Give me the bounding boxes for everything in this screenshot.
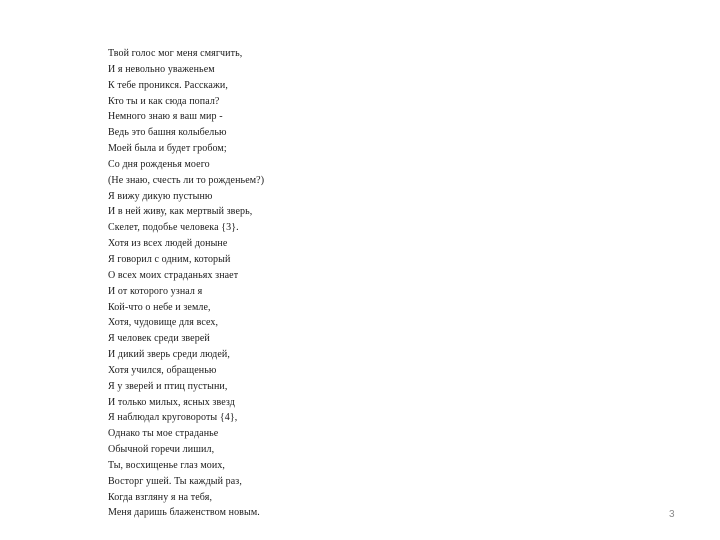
poem-line: Ведь это башня колыбелью	[108, 127, 227, 139]
page-number: 3	[669, 509, 675, 520]
poem-line: И от которого узнал я	[108, 285, 203, 297]
poem-line: Хотя, чудовище для всех,	[108, 317, 219, 329]
poem-line: Я наблюдал круговороты {4},	[108, 412, 238, 424]
poem-line: О всех моих страданьях знает	[108, 269, 239, 281]
poem-line: И только милых, ясных звезд	[108, 396, 235, 408]
poem-line: И дикий зверь среди людей,	[108, 349, 230, 361]
poem-line: Восторг ушей. Ты каждый раз,	[108, 475, 242, 487]
poem-line: Однако ты мое страданье	[108, 428, 219, 440]
poem-line: Хотя учился, обращенью	[108, 364, 217, 376]
poem-line: И в ней живу, как мертвый зверь,	[108, 206, 253, 218]
poem-line: Кто ты и как сюда попал?	[108, 95, 220, 107]
poem-line: Хотя из всех людей доныне	[108, 238, 228, 250]
poem-line: К тебе проникся. Расскажи,	[108, 79, 228, 91]
poem-line: Немного знаю я ваш мир -	[108, 111, 223, 123]
poem-line: Ты, восхищенье глаз моих,	[108, 459, 226, 471]
poem-line: Скелет, подобье человека {3}.	[108, 222, 239, 234]
poem-line: Я вижу дикую пустыню	[108, 190, 213, 202]
poem-line: Когда взгляну я на тебя,	[108, 491, 213, 503]
poem-line: И я невольно уваженьем	[108, 63, 215, 75]
poem-text	[108, 46, 264, 521]
poem-line: Я человек среди зверей	[108, 333, 210, 345]
poem-line: Кой-что о небе и земле,	[108, 301, 211, 313]
poem-line: (Не знаю, счесть ли то рожденьем?)	[108, 174, 265, 186]
poem-line: Я говорил с одним, который	[108, 253, 231, 265]
poem-line: Со дня рожденья моего	[108, 158, 210, 170]
poem-line: Моей была и будет гробом;	[108, 143, 227, 155]
poem-line: Обычной горечи лишил,	[108, 444, 215, 456]
poem-line: Твой голос мог меня смягчить,	[108, 48, 243, 59]
poem-line: Меня даришь блаженством новым.	[108, 507, 260, 519]
poem-line: Я у зверей и птиц пустыни,	[108, 380, 228, 392]
